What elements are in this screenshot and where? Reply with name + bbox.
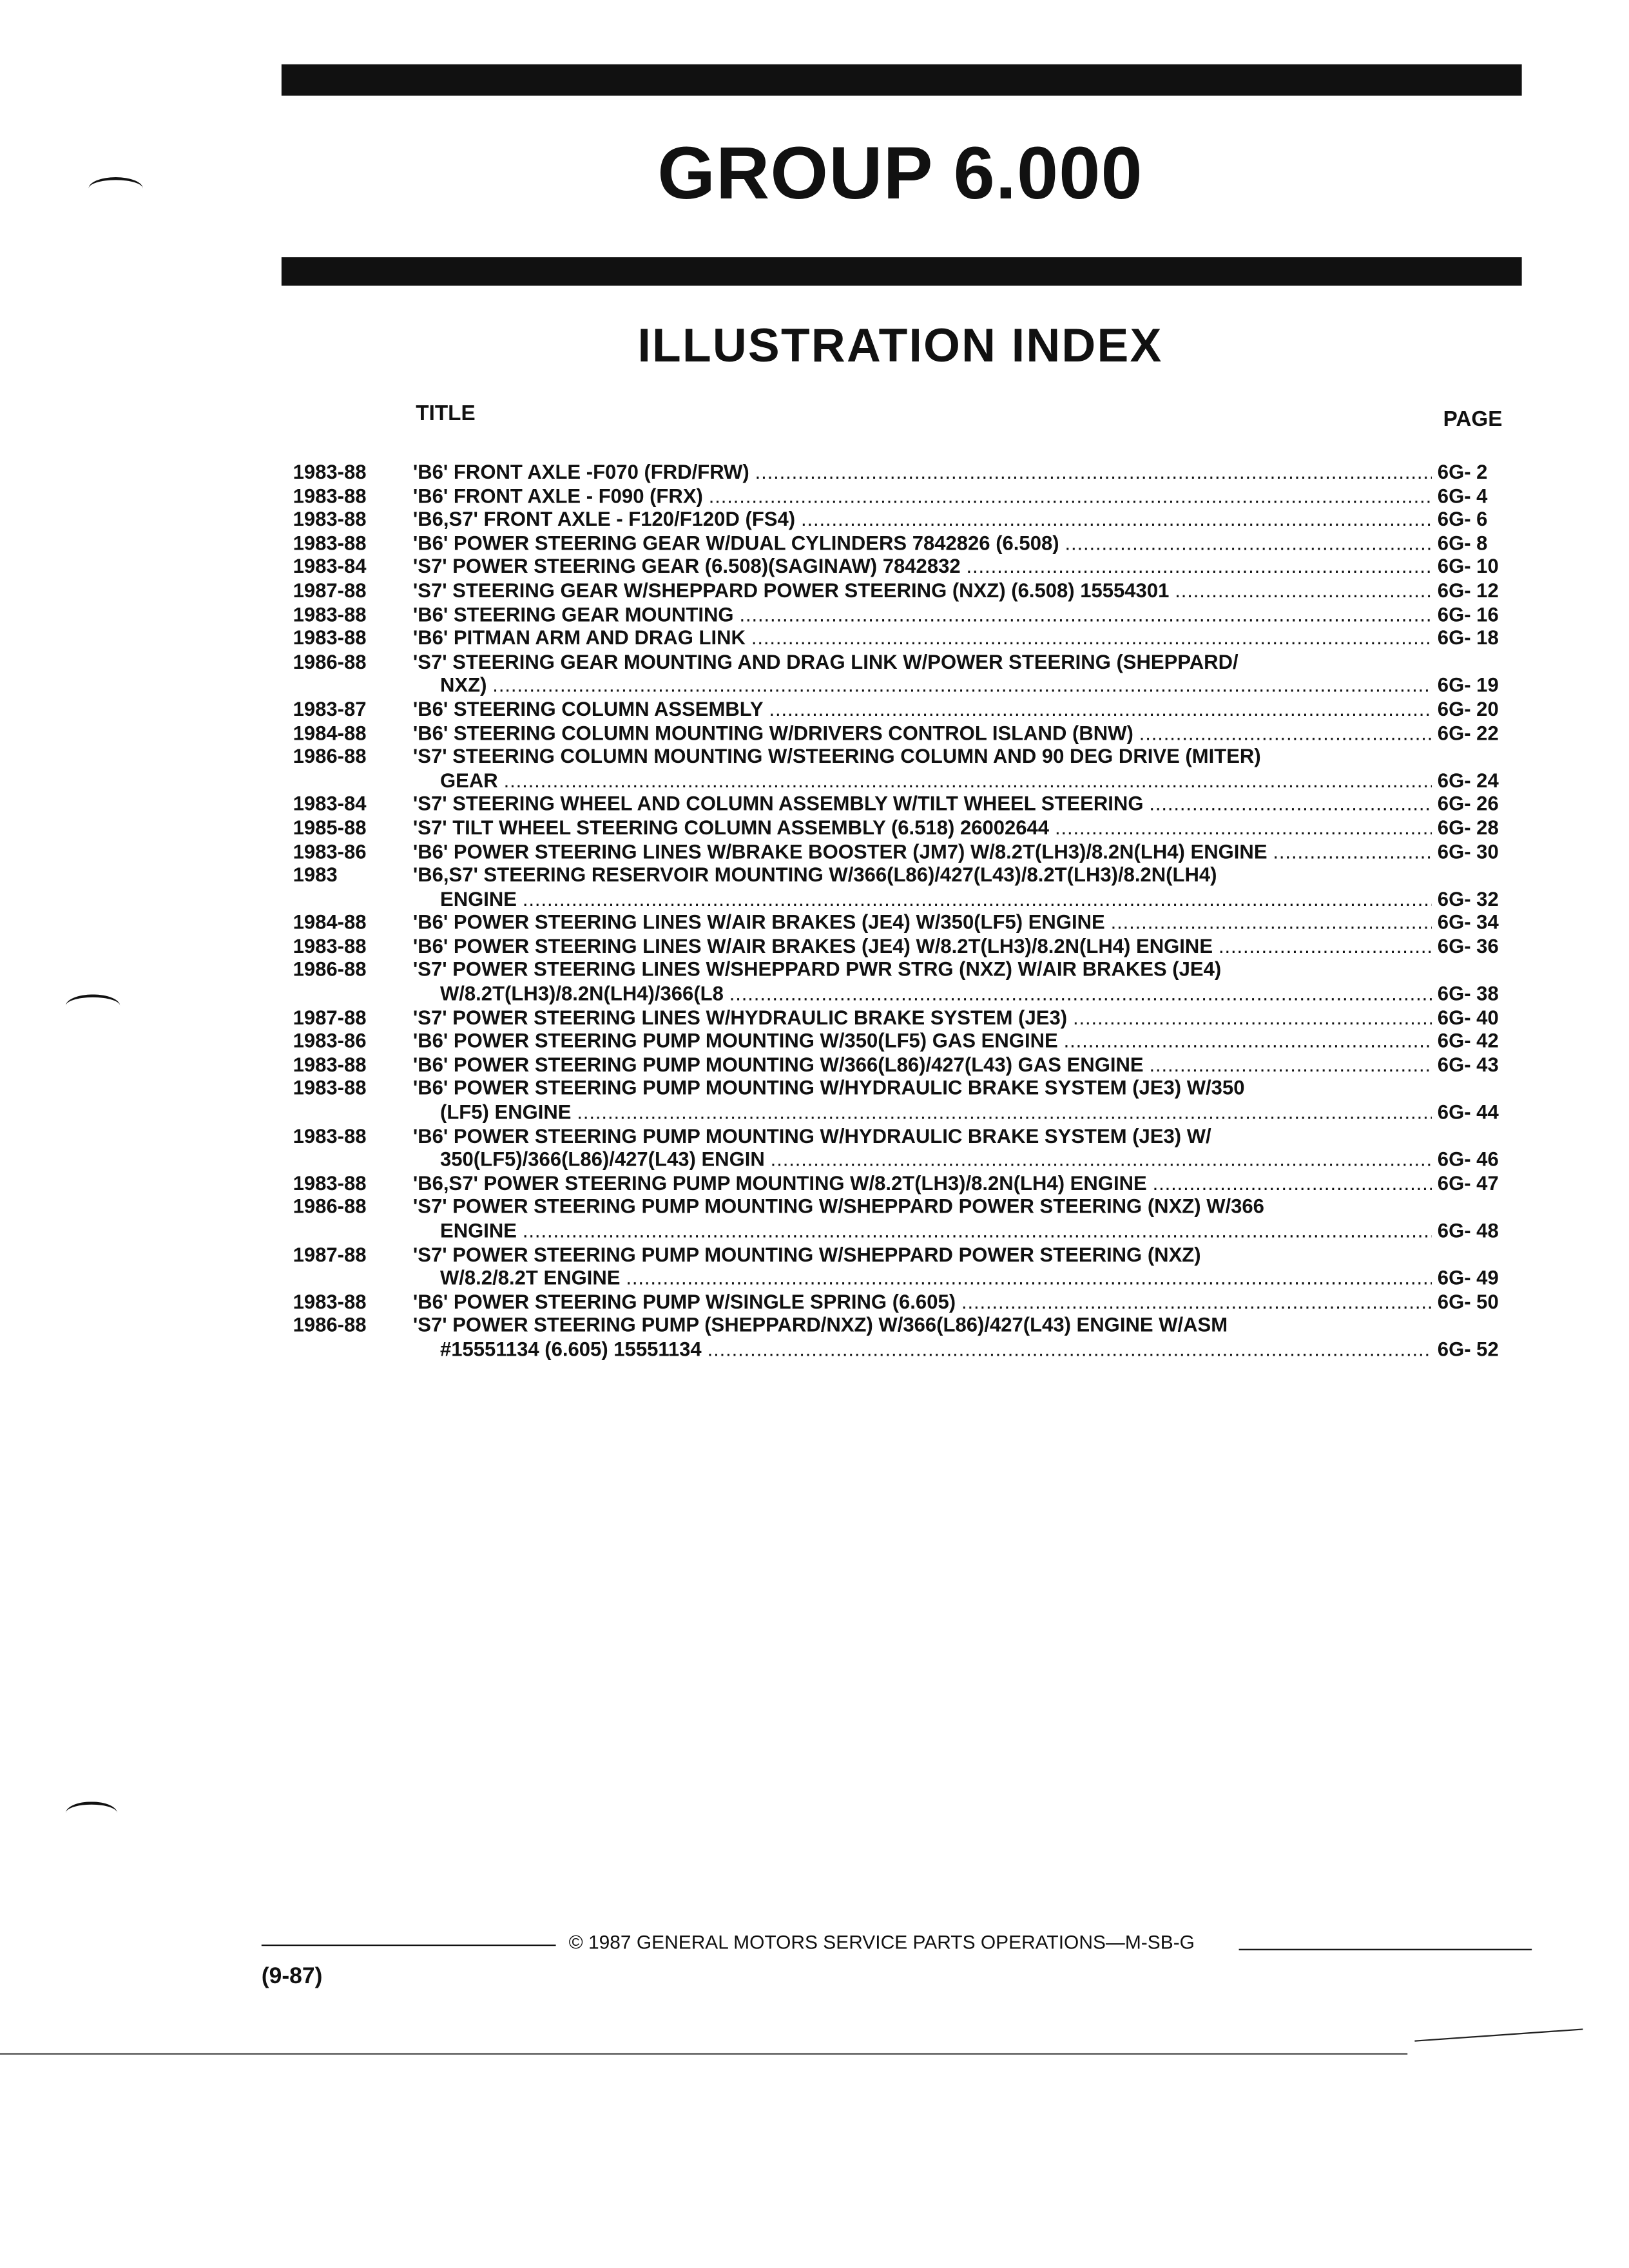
footer-copyright: © 1987 GENERAL MOTORS SERVICE PARTS OPERATIONS—M-SB-G — [568, 1932, 1195, 1954]
entry-page: 6G- 20 — [1437, 697, 1499, 720]
entry-years: 1983-88 — [293, 934, 367, 957]
entry-years: 1987-88 — [293, 1005, 367, 1028]
entry-title: NXZ) — [439, 673, 487, 697]
entry-page: 6G- 10 — [1437, 555, 1499, 578]
entry-title: 'B6' STEERING COLUMN MOUNTING W/DRIVERS CONTROL ISLAND (BNW) — [412, 720, 1133, 744]
header-rule-bottom — [282, 257, 1522, 285]
index-entry — [0, 1171, 1629, 1195]
index-entry — [0, 1314, 1629, 1361]
entry-page: 6G- 42 — [1437, 1029, 1499, 1052]
index-entry — [0, 1053, 1629, 1077]
dot-leader — [1149, 792, 1432, 816]
entry-years: 1986-88 — [293, 1313, 367, 1337]
dot-leader — [1139, 721, 1432, 745]
footer-rule-right — [1239, 1949, 1532, 1950]
entry-years: 1987-88 — [293, 579, 367, 602]
entry-years: 1983-88 — [293, 1052, 367, 1076]
dot-leader — [626, 1266, 1432, 1290]
entry-page: 6G- 19 — [1437, 673, 1499, 697]
index-entry — [0, 555, 1629, 579]
index-entry — [0, 484, 1629, 508]
entry-title: 'B6' POWER STEERING LINES W/BRAKE BOOSTER (JM7) W/8.2T(LH3)/8.2N(LH4) ENGINE — [412, 839, 1268, 863]
entry-years: 1983-87 — [293, 697, 367, 720]
entry-page: 6G- 30 — [1437, 839, 1499, 863]
index-entry — [0, 910, 1629, 934]
entry-title: 'B6,S7' POWER STEERING PUMP MOUNTING W/8.2T(LH3)/8.2N(LH4) ENGINE — [412, 1171, 1147, 1195]
scan-mark — [88, 177, 142, 200]
entry-years: 1983-88 — [293, 626, 367, 649]
index-entry — [0, 697, 1629, 721]
dot-leader — [492, 673, 1432, 697]
bottom-pen-stroke — [1414, 2028, 1583, 2041]
entry-title: 'B6' POWER STEERING LINES W/AIR BRAKES (JE4) W/350(LF5) ENGINE — [412, 910, 1105, 934]
entry-page: 6G- 16 — [1437, 602, 1499, 626]
entry-page: 6G- 8 — [1437, 531, 1488, 554]
entry-years: 1983-88 — [293, 507, 367, 531]
entry-title: 'B6' FRONT AXLE - F090 (FRX) — [412, 483, 703, 507]
dot-leader — [504, 768, 1432, 792]
index-entry — [0, 1005, 1629, 1029]
entry-title: #15551134 (6.605) 15551134 — [439, 1337, 702, 1360]
index-entry — [0, 745, 1629, 793]
dot-leader — [801, 508, 1432, 532]
entry-page: 6G- 47 — [1437, 1171, 1499, 1195]
dot-leader — [769, 697, 1432, 721]
entry-years: 1983-88 — [293, 1171, 367, 1195]
entry-years: 1986-88 — [293, 744, 367, 768]
entry-title: 350(LF5)/366(L86)/427(L43) ENGIN — [439, 1148, 765, 1171]
entry-title: W/8.2/8.2T ENGINE — [439, 1266, 621, 1289]
entry-title: 'B6' POWER STEERING PUMP MOUNTING W/366(L86)/427(L43) GAS ENGINE — [412, 1052, 1144, 1076]
entry-title: 'S7' STEERING GEAR MOUNTING AND DRAG LINK W/POWER STEERING (SHEPPARD/ — [412, 649, 1239, 673]
dot-leader — [1055, 816, 1432, 840]
dot-leader — [523, 887, 1432, 910]
entry-page: 6G- 6 — [1437, 507, 1488, 531]
entry-years: 1983-86 — [293, 1029, 367, 1052]
index-entry — [0, 792, 1629, 816]
dot-leader — [729, 982, 1432, 1006]
entry-title: W/8.2T(LH3)/8.2N(LH4)/366(L8 — [439, 981, 724, 1005]
entry-title: 'S7' POWER STEERING PUMP MOUNTING W/SHEPPARD POWER STEERING (NXZ) W/366 — [412, 1195, 1264, 1218]
entry-page: 6G- 49 — [1437, 1266, 1499, 1289]
entry-years: 1983 — [293, 863, 338, 887]
column-header-page: PAGE — [1443, 407, 1503, 432]
index-entry — [0, 1242, 1629, 1290]
entry-page: 6G- 46 — [1437, 1148, 1499, 1171]
index-entry — [0, 721, 1629, 745]
entry-years: 1983-88 — [293, 1289, 367, 1313]
entry-page: 6G- 34 — [1437, 910, 1499, 934]
index-entry — [0, 840, 1629, 863]
group-title: GROUP 6.000 — [657, 133, 1143, 216]
entry-page: 6G- 38 — [1437, 981, 1499, 1005]
dot-leader — [1065, 531, 1431, 555]
entry-title: ENGINE — [439, 887, 517, 910]
entry-years: 1984-88 — [293, 910, 367, 934]
dot-leader — [739, 602, 1431, 626]
entry-page: 6G- 24 — [1437, 768, 1499, 791]
entry-title: 'S7' POWER STEERING LINES W/SHEPPARD PWR STRG (NXZ) W/AIR BRAKES (JE4) — [412, 957, 1222, 981]
entry-title: 'B6' POWER STEERING PUMP W/SINGLE SPRING (6.605) — [412, 1289, 956, 1313]
entry-title: 'B6,S7' STEERING RESERVOIR MOUNTING W/366(L86)/427(L43)/8.2T(LH3)/8.2N(LH4) — [412, 863, 1217, 887]
index-entry — [0, 863, 1629, 911]
entry-years: 1983-88 — [293, 483, 367, 507]
entry-title: 'B6' POWER STEERING PUMP MOUNTING W/HYDRAULIC BRAKE SYSTEM (JE3) W/350 — [412, 1076, 1245, 1100]
dot-leader — [1149, 1053, 1431, 1077]
index-entry — [0, 934, 1629, 958]
index-entry — [0, 602, 1629, 626]
entry-page: 6G- 48 — [1437, 1218, 1499, 1242]
entry-title: 'B6' POWER STEERING LINES W/AIR BRAKES (JE4) W/8.2T(LH3)/8.2N(LH4) ENGINE — [412, 934, 1213, 957]
entry-title: 'S7' STEERING WHEEL AND COLUMN ASSEMBLY W/TILT WHEEL STEERING — [412, 792, 1144, 815]
entry-page: 6G- 44 — [1437, 1100, 1499, 1124]
entry-title: 'B6' POWER STEERING PUMP MOUNTING W/350(LF5) GAS ENGINE — [412, 1029, 1058, 1052]
column-header-title: TITLE — [416, 401, 476, 426]
index-entry — [0, 649, 1629, 697]
entry-page: 6G- 43 — [1437, 1052, 1499, 1076]
entry-page: 6G- 50 — [1437, 1289, 1499, 1313]
entry-page: 6G- 40 — [1437, 1005, 1499, 1028]
entry-years: 1983-84 — [293, 555, 367, 578]
dot-leader — [1111, 910, 1432, 934]
scan-mark — [66, 994, 120, 1017]
entry-title: 'B6' STEERING GEAR MOUNTING — [412, 602, 734, 626]
entry-years: 1985-88 — [293, 815, 367, 839]
dot-leader — [1073, 1005, 1432, 1029]
index-entry — [0, 1124, 1629, 1171]
entry-page: 6G- 18 — [1437, 626, 1499, 649]
dot-leader — [1273, 840, 1432, 863]
index-entries — [0, 460, 1629, 1361]
index-entry — [0, 1290, 1629, 1314]
index-entry — [0, 508, 1629, 532]
header-rule-top — [282, 64, 1522, 96]
index-entry — [0, 531, 1629, 555]
index-entry — [0, 958, 1629, 1006]
entry-years: 1986-88 — [293, 957, 367, 981]
dot-leader — [1064, 1029, 1432, 1053]
bottom-rule — [0, 2053, 1407, 2055]
index-entry — [0, 460, 1629, 484]
entry-page: 6G- 52 — [1437, 1337, 1499, 1360]
entry-title: 'S7' POWER STEERING GEAR (6.508)(SAGINAW) 7842832 — [412, 555, 961, 578]
footer-date-code: (9-87) — [261, 1965, 323, 1989]
index-entry — [0, 626, 1629, 650]
entry-years: 1983-84 — [293, 792, 367, 815]
entry-years: 1983-86 — [293, 839, 367, 863]
entry-title: 'B6' PITMAN ARM AND DRAG LINK — [412, 626, 746, 649]
entry-years: 1983-88 — [293, 1076, 367, 1100]
dot-leader — [1175, 579, 1432, 602]
entry-page: 6G- 4 — [1437, 483, 1488, 507]
dot-leader — [577, 1100, 1432, 1124]
entry-page: 6G- 32 — [1437, 887, 1499, 910]
dot-leader — [1219, 934, 1432, 958]
entry-title: 'S7' STEERING GEAR W/SHEPPARD POWER STEERING (NXZ) (6.508) 15554301 — [412, 579, 1170, 602]
dot-leader — [967, 555, 1432, 579]
dot-leader — [755, 460, 1432, 484]
entry-page: 6G- 12 — [1437, 579, 1499, 602]
entry-title: 'S7' POWER STEERING PUMP MOUNTING W/SHEPPARD POWER STEERING (NXZ) — [412, 1242, 1201, 1265]
entry-title: 'S7' POWER STEERING LINES W/HYDRAULIC BRAKE SYSTEM (JE3) — [412, 1005, 1068, 1028]
entry-years: 1986-88 — [293, 1195, 367, 1218]
entry-title: (LF5) ENGINE — [439, 1100, 572, 1124]
entry-page: 6G- 2 — [1437, 460, 1488, 483]
entry-page: 6G- 28 — [1437, 815, 1499, 839]
entry-title: 'S7' TILT WHEEL STEERING COLUMN ASSEMBLY (6.518) 26002644 — [412, 815, 1050, 839]
entry-years: 1984-88 — [293, 720, 367, 744]
index-entry — [0, 1195, 1629, 1243]
entry-page: 6G- 22 — [1437, 720, 1499, 744]
entry-years: 1986-88 — [293, 649, 367, 673]
entry-years: 1983-88 — [293, 1124, 367, 1147]
entry-title: 'B6' POWER STEERING PUMP MOUNTING W/HYDRAULIC BRAKE SYSTEM (JE3) W/ — [412, 1124, 1211, 1147]
entry-years: 1983-88 — [293, 460, 367, 483]
footer-rule-left — [262, 1945, 556, 1946]
dot-leader — [709, 484, 1432, 508]
entry-title: GEAR — [439, 768, 498, 791]
dot-leader — [708, 1338, 1432, 1361]
index-title: ILLUSTRATION INDEX — [637, 318, 1163, 372]
index-entry — [0, 816, 1629, 840]
entry-years: 1983-88 — [293, 602, 367, 626]
dot-leader — [771, 1148, 1432, 1171]
entry-years: 1987-88 — [293, 1242, 367, 1265]
dot-leader — [961, 1290, 1432, 1314]
entry-title: ENGINE — [439, 1218, 517, 1242]
dot-leader — [751, 626, 1432, 650]
entry-title: 'B6' STEERING COLUMN ASSEMBLY — [412, 697, 764, 720]
entry-page: 6G- 26 — [1437, 792, 1499, 815]
entry-page: 6G- 36 — [1437, 934, 1499, 957]
dot-leader — [523, 1219, 1432, 1243]
entry-title: 'B6' POWER STEERING GEAR W/DUAL CYLINDERS 7842826 (6.508) — [412, 531, 1059, 554]
entry-years: 1983-88 — [293, 531, 367, 554]
scan-mark — [66, 1802, 117, 1824]
entry-title: 'S7' POWER STEERING PUMP (SHEPPARD/NXZ) W/366(L86)/427(L43) ENGINE W/ASM — [412, 1313, 1228, 1337]
index-entry — [0, 579, 1629, 602]
dot-leader — [1153, 1171, 1432, 1195]
index-entry — [0, 1077, 1629, 1124]
index-entry — [0, 1029, 1629, 1053]
entry-title: 'B6,S7' FRONT AXLE - F120/F120D (FS4) — [412, 507, 796, 531]
entry-title: 'S7' STEERING COLUMN MOUNTING W/STEERING COLUMN AND 90 DEG DRIVE (MITER) — [412, 744, 1261, 768]
entry-title: 'B6' FRONT AXLE -F070 (FRD/FRW) — [412, 460, 749, 483]
